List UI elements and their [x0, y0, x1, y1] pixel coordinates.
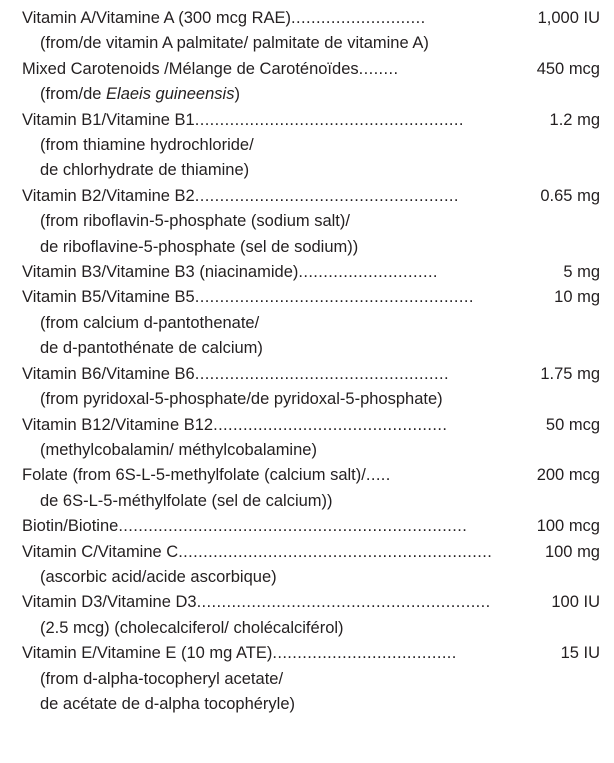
subline-text: de acétate de d-alpha tocophéryle)	[40, 694, 296, 713]
ingredient-subline	[22, 438, 600, 463]
ingredient-line	[22, 285, 600, 310]
ingredient-line	[22, 260, 600, 285]
ingredient-name: Biotin/Biotine	[22, 517, 119, 536]
leader-dots: ...............................................	[213, 415, 448, 434]
ingredient-line	[22, 463, 600, 488]
ingredient-line	[22, 540, 600, 565]
ingredient-name: Vitamin B6/Vitamine B6	[22, 364, 195, 383]
ingredient-amount: 450 mcg	[536, 59, 600, 78]
ingredient-subline	[22, 235, 600, 260]
list-item	[22, 514, 600, 539]
subline-text: (from d-alpha-tocopheryl acetate/	[40, 669, 284, 688]
leader-dots: ...................................................	[194, 364, 449, 383]
ingredient-amount: 15 IU	[560, 644, 600, 663]
subline-text: de 6S-L-5-méthylfolate (sel de calcium))	[40, 491, 333, 510]
ingredient-line	[22, 413, 600, 438]
list-item	[22, 413, 600, 464]
subline-text-post: )	[234, 85, 240, 104]
subline-text: (from/de vitamin A palmitate/ palmitate de vitamine A)	[40, 34, 429, 53]
ingredient-line	[22, 184, 600, 209]
ingredient-line	[22, 641, 600, 666]
ingredient-amount: 5 mg	[563, 263, 600, 282]
ingredient-amount: 1,000 IU	[537, 9, 600, 27]
leader-dots: .....	[365, 466, 391, 485]
ingredient-subline	[22, 336, 600, 361]
ingredient-amount: 1.75 mg	[540, 364, 600, 383]
ingredient-line	[22, 108, 600, 133]
subline-text: (from riboflavin-5-phosphate (sodium salt)/	[40, 212, 350, 231]
subline-text: (from calcium d-pantothenate/	[40, 313, 260, 332]
ingredient-name: Mixed Carotenoids /Mélange de Caroténoïdes	[22, 59, 359, 78]
ingredient-name: Vitamin E/Vitamine E (10 mg ATE)	[22, 644, 273, 663]
ingredient-subline	[22, 82, 600, 107]
ingredient-name: Vitamin B5/Vitamine B5	[22, 288, 195, 307]
list-item	[22, 260, 600, 285]
ingredient-line	[22, 6, 600, 31]
ingredient-line	[22, 514, 600, 539]
list-item	[22, 285, 600, 361]
list-item	[22, 6, 600, 57]
subline-text-pre: (from/de	[40, 85, 107, 104]
subline-text: (methylcobalamin/ méthylcobalamine)	[40, 440, 317, 459]
ingredient-subline	[22, 692, 600, 717]
ingredient-name: Vitamin C/Vitamine C	[22, 542, 179, 561]
leader-dots: .....................................	[272, 644, 457, 663]
ingredient-subline	[22, 489, 600, 514]
subline-text: (2.5 mcg) (cholecalciferol/ cholécalciférol)	[40, 618, 344, 637]
ingredient-name: Vitamin B3/Vitamine B3 (niacinamide)	[22, 263, 299, 282]
list-item	[22, 184, 600, 260]
ingredient-line	[22, 57, 600, 82]
ingredient-name: Folate (from 6S-L-5-methylfolate (calcium salt)/	[22, 466, 366, 485]
ingredient-amount: 200 mcg	[536, 466, 600, 485]
ingredient-subline	[22, 667, 600, 692]
ingredient-amount: 100 mcg	[536, 517, 600, 536]
list-item	[22, 641, 600, 717]
ingredient-subline	[22, 565, 600, 590]
ingredient-amount: 100 mg	[544, 542, 600, 561]
ingredient-subline	[22, 616, 600, 641]
subline-text: de d-pantothénate de calcium)	[40, 339, 263, 358]
ingredient-amount: 10 mg	[554, 288, 600, 307]
ingredient-subline	[22, 387, 600, 412]
ingredient-subline	[22, 158, 600, 183]
leader-dots: ............................	[298, 263, 438, 282]
list-item	[22, 362, 600, 413]
leader-dots: ......................................................	[194, 110, 464, 129]
ingredient-subline	[22, 31, 600, 56]
ingredient-amount: 50 mcg	[545, 415, 600, 434]
ingredient-line	[22, 590, 600, 615]
leader-dots: ......................................................................	[118, 517, 468, 536]
subline-text-italic: Elaeis guineensis	[106, 85, 235, 104]
ingredient-name: Vitamin A/Vitamine A (300 mcg RAE)	[22, 9, 292, 27]
ingredient-name: Vitamin B2/Vitamine B2	[22, 186, 195, 205]
ingredient-amount: 1.2 mg	[549, 110, 600, 129]
ingredient-subline	[22, 311, 600, 336]
ingredient-name: Vitamin B1/Vitamine B1	[22, 110, 195, 129]
leader-dots: ...............................................................	[178, 542, 493, 561]
subline-text: (from pyridoxal-5-phosphate/de pyridoxal-5-phosphate)	[40, 390, 443, 409]
leader-dots: ........	[358, 59, 399, 78]
subline-text: (from thiamine hydrochloride/	[40, 136, 254, 155]
subline-text: de riboflavine-5-phosphate (sel de sodium))	[40, 237, 359, 256]
subline-text: de chlorhydrate de thiamine)	[40, 161, 250, 180]
list-item	[22, 463, 600, 514]
list-item	[22, 540, 600, 591]
ingredient-name: Vitamin D3/Vitamine D3	[22, 593, 197, 612]
subline-text: (ascorbic acid/acide ascorbique)	[40, 567, 277, 586]
ingredient-amount: 100 IU	[551, 593, 600, 612]
list-item	[22, 590, 600, 641]
list-item	[22, 57, 600, 108]
list-item	[22, 108, 600, 184]
leader-dots: ...........................	[291, 9, 426, 27]
ingredient-name: Vitamin B12/Vitamine B12	[22, 415, 214, 434]
ingredient-subline	[22, 209, 600, 234]
ingredient-amount: 0.65 mg	[540, 186, 600, 205]
ingredient-subline	[22, 133, 600, 158]
leader-dots: .....................................................	[194, 186, 459, 205]
leader-dots: ........................................................	[194, 288, 474, 307]
ingredient-line	[22, 362, 600, 387]
leader-dots: ...........................................................	[196, 593, 491, 612]
